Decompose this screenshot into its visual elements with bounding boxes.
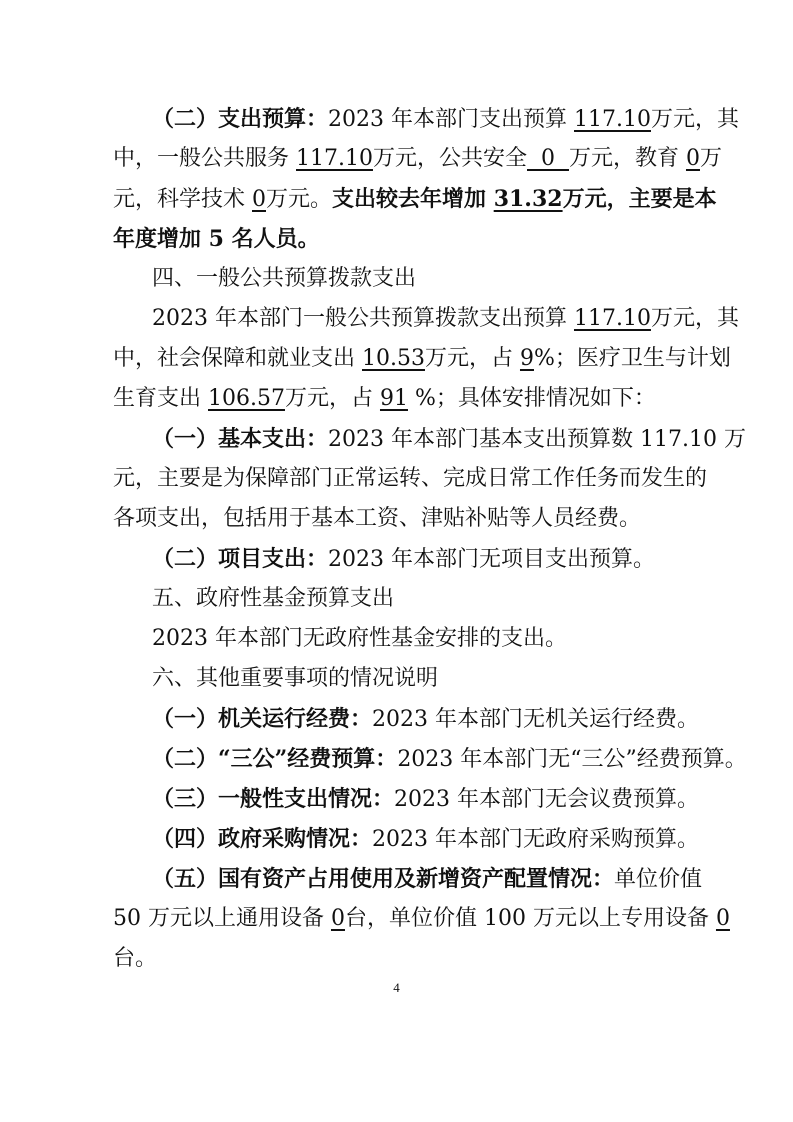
text: %；具体安排情况如下： [407, 386, 656, 411]
text: 万 [699, 146, 722, 171]
text: 2023 年本部门无政府采购预算。 [372, 827, 699, 852]
item-heading: （四）政府采购情况： [152, 826, 373, 852]
expenditure-budget-line-2 [113, 144, 722, 174]
health-value: 106.57 [208, 386, 285, 411]
text: %；医疗卫生与计划 [533, 346, 731, 371]
science-value: 0 [252, 187, 266, 212]
item-heading: （二）“三公”经费预算： [152, 746, 398, 772]
page-number: 4 [393, 980, 400, 995]
item-operating-funds [152, 704, 699, 735]
general-service-value: 117.10 [296, 146, 373, 171]
text: 万元，其 [650, 107, 739, 132]
general-equipment-count: 0 [330, 906, 345, 931]
bold-text: 支出较去年增加 [332, 186, 494, 212]
special-equipment-count: 0 [715, 906, 730, 931]
basic-expenditure-heading: （一）基本支出： [152, 426, 329, 452]
text: 中，一般公共服务 [113, 146, 296, 171]
basic-expenditure-line-1 [152, 424, 746, 455]
section-4-line-3 [113, 384, 685, 414]
total-expenditure-value: 117.10 [574, 107, 651, 132]
text: 万元。 [266, 187, 333, 212]
bold-text: 万元，主要是本 [562, 186, 717, 212]
text: 50 万元以上通用设备 [113, 906, 331, 931]
item-heading: （一）机关运行经费： [152, 706, 373, 732]
item-general-expenditure [152, 784, 699, 815]
item-heading: （三）一般性支出情况： [152, 786, 395, 812]
text: 万元，占 [284, 386, 380, 411]
text: 2023 年本部门一般公共预算拨款支出预算 [152, 306, 574, 331]
text: 2023 年本部门无项目支出预算。 [328, 547, 655, 572]
text: 万元，占 [424, 346, 520, 371]
expenditure-budget-line-4: 年度增加 5 名人员。 [113, 226, 320, 252]
item-heading: （五）国有资产占用使用及新增资产配置情况： [152, 866, 615, 892]
text: 万元，公共安全 [372, 146, 527, 171]
health-percent: 91 [379, 386, 408, 411]
increase-value: 31.32 [493, 186, 563, 212]
text: 万元，教育 [568, 146, 686, 171]
section-5-heading: 五、政府性基金预算支出 [152, 586, 395, 611]
expenditure-budget-line-3 [113, 184, 717, 215]
expenditure-budget-heading: （二）支出预算： [152, 106, 329, 132]
basic-expenditure-line-3: 各项支出，包括用于基本工资、津贴补贴等人员经费。 [113, 506, 642, 531]
text: 中，社会保障和就业支出 [113, 346, 362, 371]
social-security-percent: 9 [519, 346, 534, 371]
text: 2023 年本部门无“三公”经费预算。 [397, 747, 747, 772]
section-4-heading: 四、一般公共预算拨款支出 [152, 266, 417, 291]
text: 万元，其 [650, 306, 739, 331]
education-value: 0 [685, 146, 700, 171]
section-5-text: 2023 年本部门无政府性基金安排的支出。 [152, 626, 567, 651]
item-three-public-funds [152, 744, 747, 775]
item-state-assets-line-1 [152, 864, 703, 895]
item-government-procurement [152, 824, 699, 855]
project-expenditure-heading: （二）项目支出： [152, 546, 329, 572]
item-state-assets-line-3: 台。 [113, 946, 158, 971]
section-4-line-2 [113, 344, 731, 374]
text: 元，科学技术 [113, 187, 252, 212]
project-expenditure-line [152, 544, 685, 575]
text: 2023 年本部门无会议费预算。 [394, 787, 699, 812]
text: 单位价值 [614, 867, 703, 892]
expenditure-budget-line-1 [152, 104, 739, 135]
section-4-line-1 [152, 304, 739, 334]
section-6-heading: 六、其他重要事项的情况说明 [152, 666, 439, 691]
public-security-value: 0 [527, 146, 569, 171]
appropriation-total-value: 117.10 [573, 306, 651, 331]
basic-expenditure-line-2: 元，主要是为保障部门正常运转、完成日常工作任务而发生的 [113, 466, 708, 491]
text: 2023 年本部门无机关运行经费。 [372, 707, 699, 732]
text: 2023 年本部门基本支出预算数 117.10 万 [328, 427, 746, 452]
text: 2023 年本部门支出预算 [328, 107, 574, 132]
social-security-value: 10.53 [362, 346, 425, 371]
item-state-assets-line-2 [113, 904, 730, 934]
text: 台，单位价值 100 万元以上专用设备 [344, 906, 716, 931]
text: 生育支出 [113, 386, 208, 411]
